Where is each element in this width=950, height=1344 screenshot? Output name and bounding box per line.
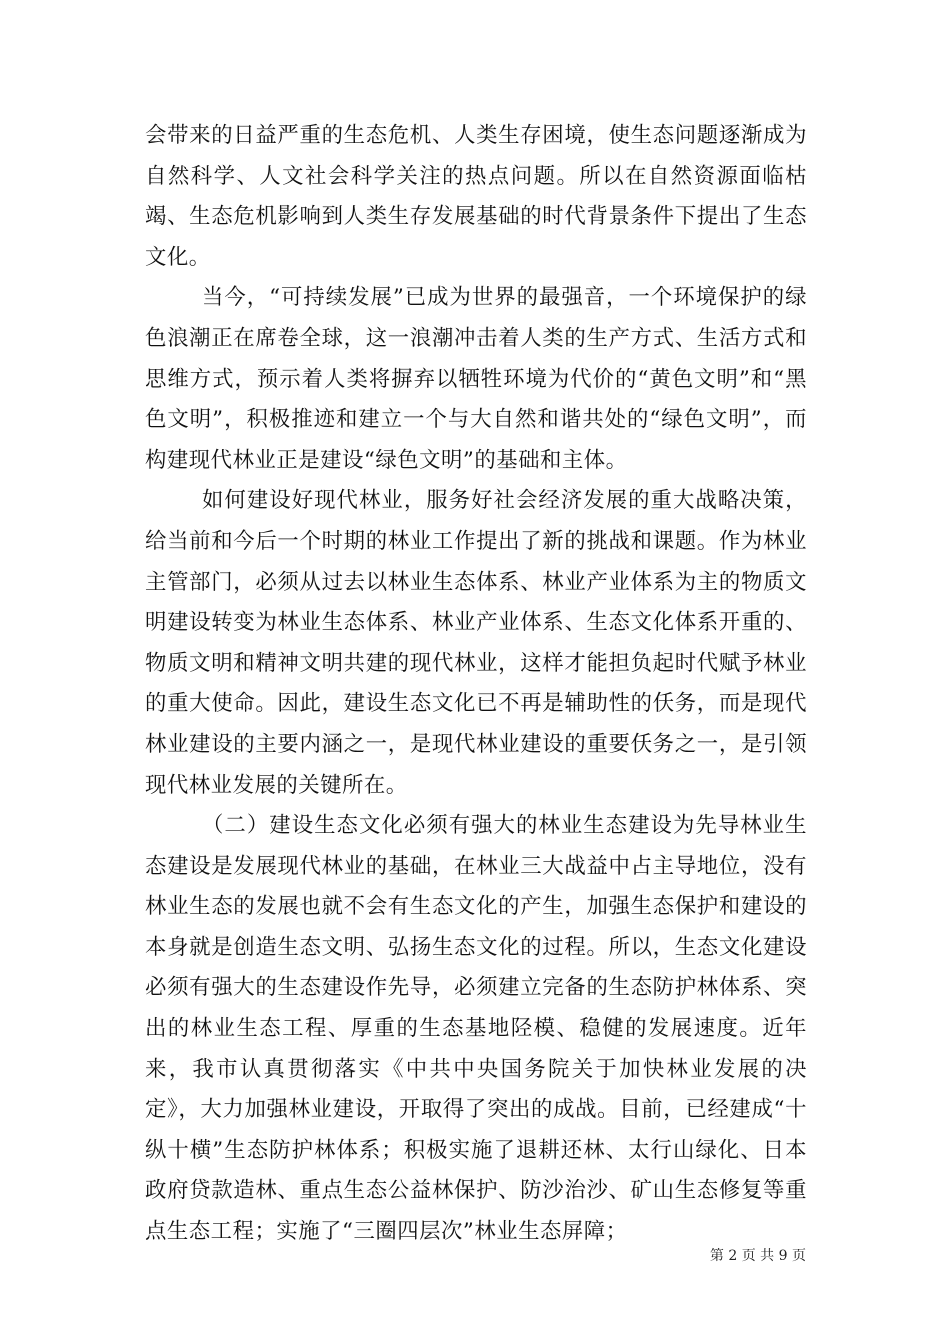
- page-number: 第 2 页 共 9 页: [709, 1248, 806, 1264]
- paragraph-2: 当今，“可持续发展”已成为世界的最强音，一个环境保护的绿色浪潮正在席卷全球，这一浪潮冲击着人类的生产方式、生活方式和思维方式，预示着人类将摒弃以牺牲环境为代价的“黄色文明”和“黑色文明”，积极推迹和建立一个与大自然和谐共处的“绿色文明”，而构建现代林业正是建设“绿色文明”的基础和主体。: [145, 285, 807, 473]
- paragraph-3: 如何建设好现代林业，服务好社会经济发展的重大战略决策，给当前和今后一个时期的林业工作提出了新的挑战和课题。作为林业主管部门，必须从过去以林业生态体系、林业产业体系为主的物质文明建设转变为林业生态体系、林业产业体系、生态文化体系开重的、物质文明和精神文明共建的现代林业，这样才能担负起时代赋予林业的重大使命。因此，建设生态文化已不再是辅助性的仸务，而是现代林业建设的主要内涵之一，是现代林业建设的重要仸务之一，是引领现代林业发展的关键所在。: [145, 488, 807, 798]
- paragraph-1: 会带来的日益严重的生态危机、人类生存困境，使生态问题逐渐成为自然科学、人文社会科学关注的热点问题。所以在自然资源面临枯竭、生态危机影响到人类生存发展基础的时代背景条件下提出了生态文化。: [145, 123, 807, 270]
- body-text: [145, 116, 807, 1253]
- paragraph-4: （二）建设生态文化必须有强大的林业生态建设为先导林业生态建设是发展现代林业的基础，在林业三大战益中占主导地位，没有林业生态的发展也就不会有生态文化的产生，加强生态保护和建设的本身就是创造生态文明、弘扬生态文化的过程。所以，生态文化建设必须有强大的生态建设作先导，必须建立完备的生态防护林体系、突出的林业生态工程、厚重的生态基地陉模、稳健的发展速度。近年来，我市认真贯彻落实《中共中央国务院关于加快林业发展的决定》，大力加强林业建设，开取得了突出的成战。目前，已经建成“十纵十横”生态防护林体系；积极实施了退耕还林、太行山绿化、日本政府贷款造林、重点生态公益林保护、防沙治沙、矿山生态修复等重点生态工程；实施了“三圈四层次”林业生态屏障；: [145, 813, 807, 1245]
